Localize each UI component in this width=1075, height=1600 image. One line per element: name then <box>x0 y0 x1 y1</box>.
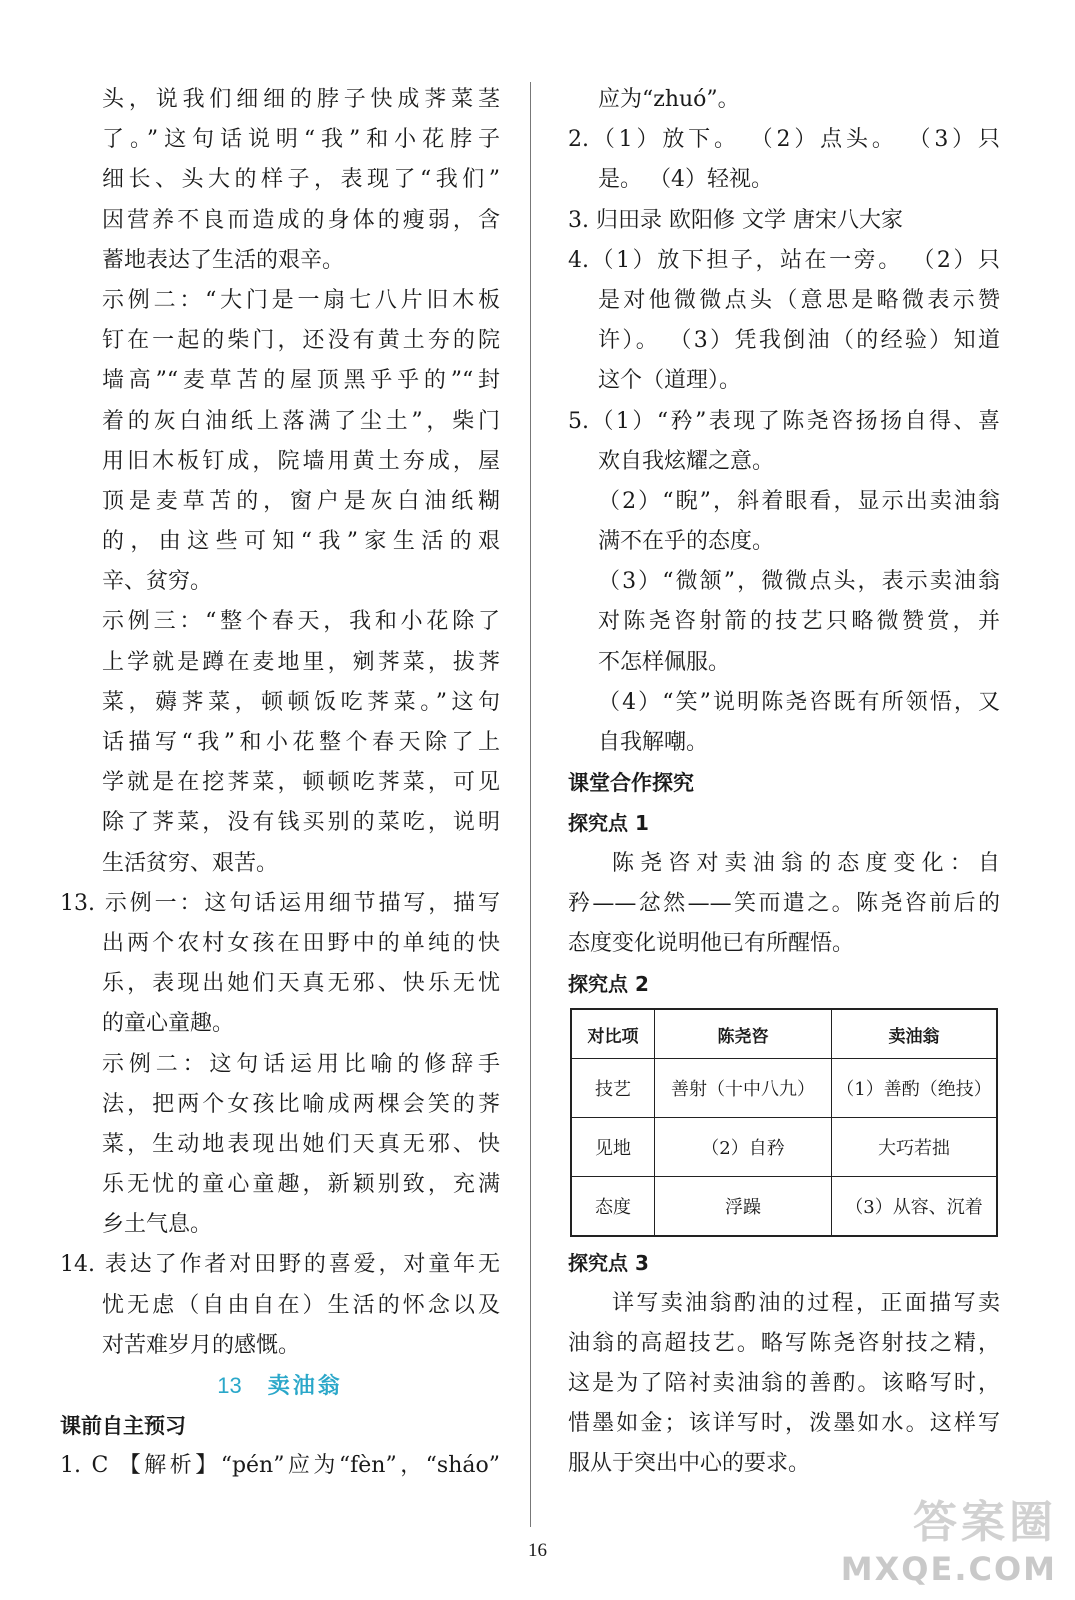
text-line: 详写卖油翁酌油的过程，正面描写卖 <box>612 1290 1000 1316</box>
left-tail-block <box>60 1446 500 1486</box>
text-line: 3. 归田录 欧阳修 文学 唐宋八大家 <box>568 207 903 233</box>
text-line: 的童心童趣。 <box>102 1011 235 1037</box>
table-cell: 态度 <box>571 1177 655 1237</box>
text-line: 菜，生动地表现出她们天真无邪、快 <box>102 1131 500 1157</box>
point-1-label: 探究点 1 <box>568 811 649 836</box>
table-body <box>571 1059 997 1237</box>
text-line: 学就是在挖荠菜，顿顿吃荠菜，可见 <box>102 770 500 796</box>
section-heading-preview: 课前自主预习 <box>60 1414 186 1439</box>
text-line: 上学就是蹲在麦地里，剜荠菜，拔荠 <box>102 649 500 675</box>
text-line: 示例三：“整个春天，我和小花除了 <box>102 609 500 635</box>
text-line: 乡土气息。 <box>102 1212 213 1238</box>
text-line: 头，说我们细细的脖子快成荠菜茎 <box>102 87 500 112</box>
text-line: 法，把两个女孩比喻成两棵会笑的荠 <box>102 1091 500 1117</box>
text-line: 2.（1）放下。 （2）点头。 （3）只 <box>568 127 1000 153</box>
table-cell: 浮躁 <box>655 1177 832 1237</box>
table-row <box>571 1118 997 1177</box>
text-line: 菜，薅荠菜，顿顿饭吃荠菜。”这句 <box>102 689 500 715</box>
text-line: 乐无忧的童心童趣，新颖别致，充满 <box>102 1172 500 1198</box>
table-header-row <box>571 1009 997 1059</box>
text-line: 对陈尧咨射箭的技艺只略微赞赏，并 <box>598 609 1000 635</box>
comparison-table <box>570 1008 998 1237</box>
text-line: 了。”这句话说明“我”和小花脖子 <box>102 127 500 153</box>
text-line: 除了荠菜，没有钱买别的菜吃，说明 <box>102 810 500 836</box>
lesson-number: 13 <box>217 1373 242 1398</box>
text-line: 满不在乎的态度。 <box>598 529 775 555</box>
text-line: （3）“微颔”，微微点头，表示卖油翁 <box>598 569 1000 595</box>
text-line: 油翁的高超技艺。略写陈尧咨射技之精， <box>568 1330 1000 1356</box>
point-2-label: 探究点 2 <box>568 972 649 997</box>
text-line: （4）“笑”说明陈尧咨既有所领悟，又 <box>598 689 1000 715</box>
text-line: 自我解嘲。 <box>598 730 709 755</box>
text-line: 不怎样佩服。 <box>598 649 731 675</box>
text-line: 14. 表达了作者对田野的喜爱，对童年无 <box>60 1252 500 1278</box>
text-line: 乐，表现出她们天真无邪、快乐无忧 <box>102 971 500 997</box>
text-line: 陈尧咨对卖油翁的态度变化：自 <box>612 850 1000 876</box>
right-column <box>568 80 1000 1484</box>
text-line: 服从于突出中心的要求。 <box>568 1451 811 1477</box>
text-line: 示例二：“大门是一扇七八片旧木板 <box>102 287 500 313</box>
text-line: 1. C 【解析】“pén”应为“fèn”，“sháo” <box>60 1453 500 1479</box>
table-cell: （2）自矜 <box>655 1118 832 1177</box>
watermark-brand: 答案圈 <box>913 1497 1057 1548</box>
table-cell: 技艺 <box>571 1059 655 1118</box>
table-header-cell: 对比项 <box>571 1009 655 1059</box>
text-line: 顶是麦草苫的，窗户是灰白油纸糊 <box>102 488 500 514</box>
table-header-cell: 陈尧咨 <box>655 1009 832 1059</box>
text-line: 是对他微微点头（意思是略微表示赞 <box>598 287 1000 313</box>
left-column <box>60 80 500 1487</box>
text-line: 生活贫穷、艰苦。 <box>102 850 279 876</box>
text-line: 出两个农村女孩在田野中的单纯的快 <box>102 930 500 956</box>
text-line: 钉在一起的柴门，还没有黄土夯的院 <box>102 328 500 354</box>
text-line: 许）。 （3）凭我倒油（的经验）知道 <box>598 328 1000 354</box>
column-divider <box>530 82 531 1527</box>
text-line: 蓄地表达了生活的艰辛。 <box>102 247 345 273</box>
text-line: 是。 （4）轻视。 <box>598 167 773 193</box>
text-line: 态度变化说明他已有所醒悟。 <box>568 930 855 956</box>
lesson-name: 卖油翁 <box>267 1374 343 1399</box>
text-line: 这个（道理）。 <box>598 368 742 394</box>
text-line: 惜墨如金；该详写时，泼墨如水。这样写 <box>568 1411 1000 1437</box>
text-line: 话描写“我”和小花整个春天除了上 <box>102 730 500 755</box>
watermark-url: MXQE.COM <box>840 1550 1057 1588</box>
text-line: 的，由这些可知“我”家生活的艰 <box>102 529 500 555</box>
section-heading-cooperation: 课堂合作探究 <box>568 771 694 796</box>
point-3-text <box>568 1284 1000 1485</box>
left-text-block <box>60 80 500 1366</box>
text-line: 墙高”“麦草苫的屋顶黑乎乎的”“封 <box>102 368 500 394</box>
text-line: 忧无虑（自由自在）生活的怀念以及 <box>102 1292 500 1318</box>
text-line: 4.（1）放下担子，站在一旁。 （2）只 <box>568 247 1000 273</box>
table-cell: 善射（十中八九） <box>655 1059 832 1118</box>
table-header-cell: 卖油翁 <box>832 1009 998 1059</box>
table-row <box>571 1059 997 1118</box>
point-1-text <box>568 844 1000 965</box>
table-cell: （3）从容、沉着 <box>832 1177 998 1237</box>
text-line: 着的灰白油纸上落满了尘土”，柴门 <box>102 408 500 434</box>
text-line: 对苦难岁月的感慨。 <box>102 1332 301 1358</box>
point-3-label: 探究点 3 <box>568 1251 649 1276</box>
table-cell: 见地 <box>571 1118 655 1177</box>
page-number: 16 <box>528 1540 547 1561</box>
watermark-logo <box>841 1486 1057 1588</box>
text-line: 5.（1）“矜”表现了陈尧咨扬扬自得、喜 <box>568 408 1000 434</box>
text-line: 应为“zhuó”。 <box>598 87 740 112</box>
lesson-title <box>60 1366 500 1406</box>
text-line: （2）“睨”，斜着眼看，显示出卖油翁 <box>598 488 1000 514</box>
text-line: 细长、头大的样子，表现了“我们” <box>102 167 500 193</box>
text-line: 辛、贫穷。 <box>102 569 213 595</box>
right-text-block <box>568 80 1000 763</box>
text-line: 13. 示例一：这句话运用细节描写，描写 <box>60 890 500 916</box>
text-line: 矜——忿然——笑而遣之。陈尧咨前后的 <box>568 890 1000 916</box>
text-line: 因营养不良而造成的身体的瘦弱，含 <box>102 207 500 233</box>
text-line: 欢自我炫耀之意。 <box>598 448 775 474</box>
text-line: 用旧木板钉成，院墙用黄土夯成，屋 <box>102 448 500 474</box>
table-cell: 大巧若拙 <box>832 1118 998 1177</box>
text-line: 示例二：这句话运用比喻的修辞手 <box>102 1051 500 1077</box>
table-row <box>571 1177 997 1237</box>
text-line: 这是为了陪衬卖油翁的善酌。该略写时， <box>568 1370 1000 1396</box>
table-cell: （1）善酌（绝技） <box>832 1059 998 1118</box>
